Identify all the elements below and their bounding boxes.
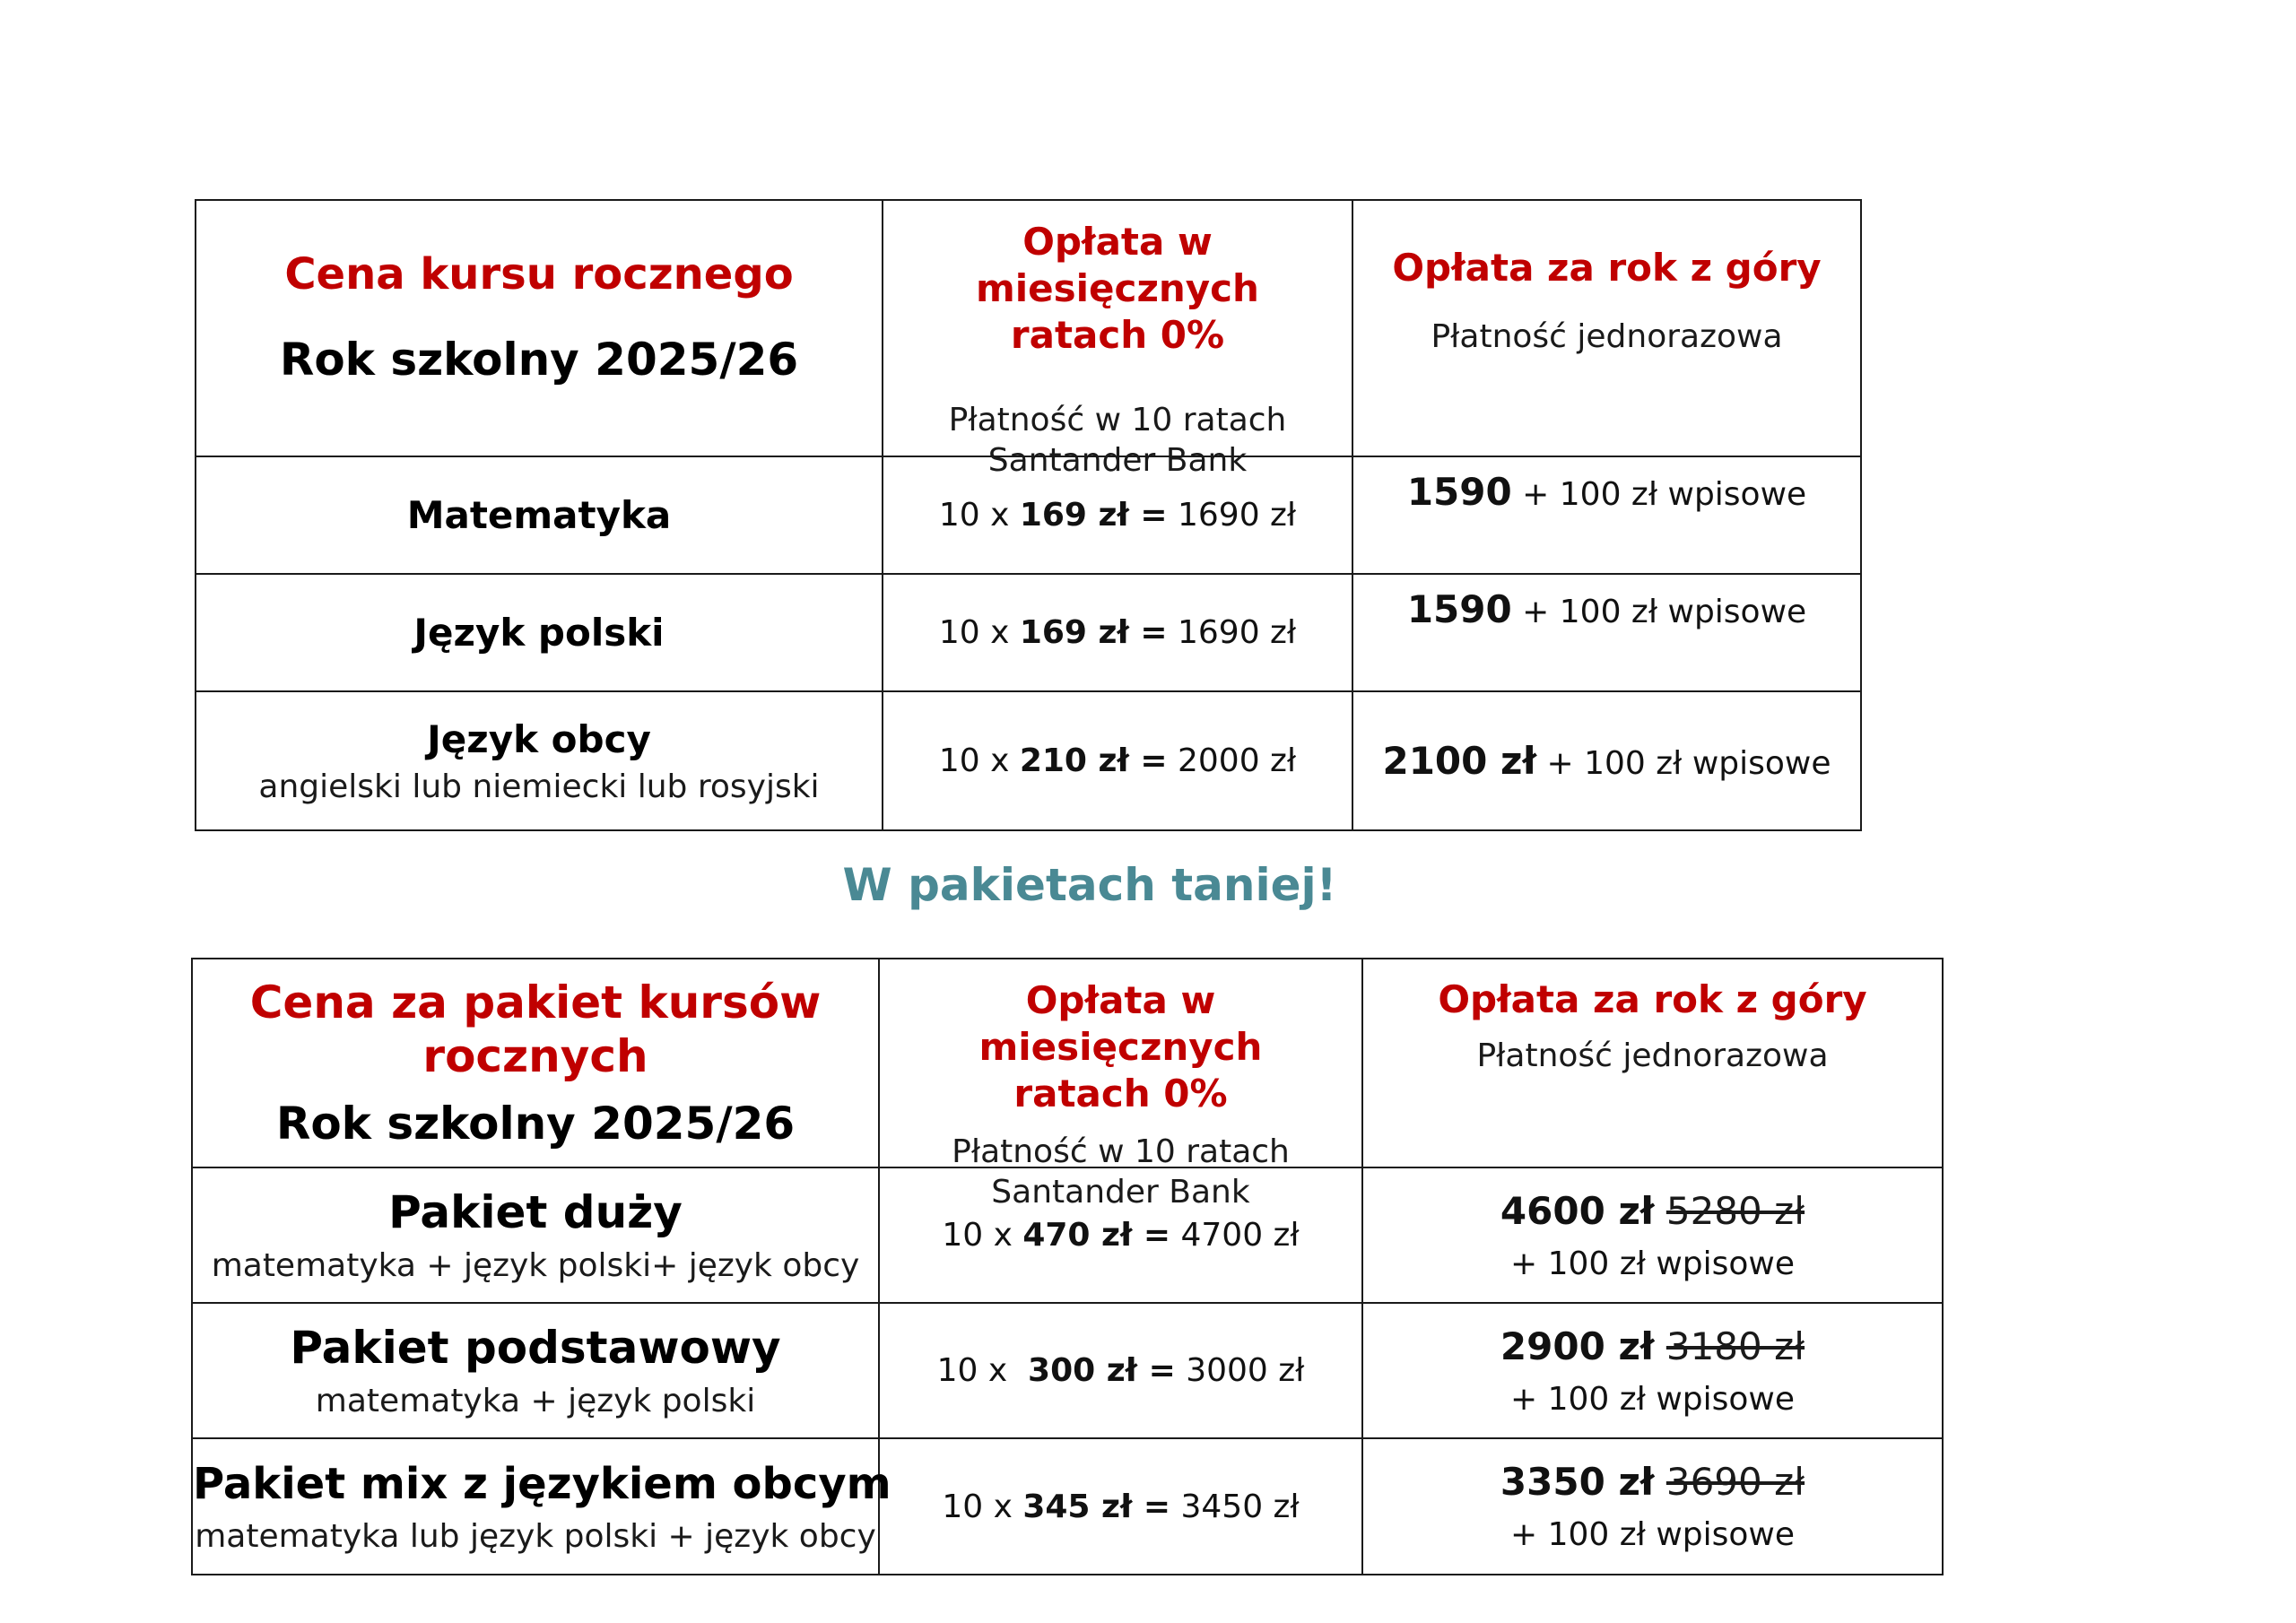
course-name: Matematyka xyxy=(406,493,672,537)
upfront-price: 1590 + 100 zł wpisowe xyxy=(1406,470,1807,514)
old-price: 3690 zł xyxy=(1665,1460,1805,1504)
table-row xyxy=(196,691,1861,830)
table-row xyxy=(192,1303,1943,1438)
package-price: 3350 zł 3690 zł xyxy=(1500,1460,1805,1504)
package-name-cell xyxy=(192,1167,879,1303)
table-header-row xyxy=(196,200,1861,456)
upfront-cell xyxy=(1362,1167,1943,1303)
registration-fee: + 100 zł wpisowe xyxy=(1509,1380,1795,1418)
header-note: Płatność w 10 ratach Santander Bank xyxy=(952,1133,1290,1211)
registration-fee: + 100 zł wpisowe xyxy=(1509,1245,1795,1282)
course-name-cell xyxy=(196,691,883,830)
header-title: Opłata za rok z góry xyxy=(1438,977,1867,1021)
course-price-table xyxy=(195,199,1862,831)
installment-cell xyxy=(879,1438,1362,1575)
package-name-cell xyxy=(192,1303,879,1438)
package-price-table xyxy=(191,958,1944,1575)
installment-cell xyxy=(879,1303,1362,1438)
header-title: Cena kursu rocznego xyxy=(284,249,794,299)
package-price: 2900 zł 3180 zł xyxy=(1500,1324,1805,1368)
header-title: Cena za pakiet kursów rocznych xyxy=(249,976,822,1082)
course-detail: angielski lub niemiecki lub rosyjski xyxy=(258,768,820,805)
school-year: Rok szkolny 2025/26 xyxy=(279,334,799,386)
package-detail: matematyka lub język polski + język obcy xyxy=(195,1517,876,1555)
header-title: Opłata w miesięcznych ratach 0% xyxy=(976,220,1259,357)
old-price: 5280 zł xyxy=(1665,1188,1805,1233)
package-name-cell xyxy=(192,1438,891,1575)
table-header-row xyxy=(192,959,1943,1167)
upfront-price: 2100 zł + 100 zł wpisowe xyxy=(1382,739,1831,783)
installment-plan: 10 x 169 zł = 1690 zł xyxy=(938,497,1297,534)
package-detail: matematyka + język polski+ język obcy xyxy=(211,1247,860,1284)
header-title: Opłata za rok z góry xyxy=(1392,246,1822,290)
table-row xyxy=(192,1438,1943,1575)
old-price: 3180 zł xyxy=(1665,1324,1805,1368)
header-cell-package xyxy=(192,959,879,1167)
package-price: 4600 zł 5280 zł xyxy=(1500,1188,1805,1233)
installment-plan: 10 x 169 zł = 1690 zł xyxy=(938,614,1297,651)
installment-plan: 10 x 210 zł = 2000 zł xyxy=(938,742,1297,779)
header-cell-course xyxy=(196,200,883,456)
upfront-cell xyxy=(1352,456,1861,574)
header-cell-upfront xyxy=(1362,959,1943,1167)
upfront-cell xyxy=(1352,691,1861,830)
upfront-cell xyxy=(1362,1438,1943,1575)
upfront-cell xyxy=(1362,1303,1943,1438)
package-detail: matematyka + język polski xyxy=(315,1383,756,1419)
header-note: Płatność jednorazowa xyxy=(1431,318,1783,355)
installment-cell xyxy=(883,691,1352,830)
installment-cell xyxy=(883,574,1352,691)
registration-fee: + 100 zł wpisowe xyxy=(1509,1516,1795,1553)
course-name: Język obcy xyxy=(427,716,651,761)
header-title: Opłata w miesięcznych ratach 0% xyxy=(978,978,1263,1115)
package-name: Pakiet duży xyxy=(388,1186,683,1238)
header-note: Płatność jednorazowa xyxy=(1476,1037,1829,1074)
installment-plan: 10 x 345 zł = 3450 zł xyxy=(942,1488,1300,1525)
package-name: Pakiet podstawowy xyxy=(290,1322,781,1374)
upfront-price: 1590 + 100 zł wpisowe xyxy=(1406,587,1807,631)
table-row xyxy=(196,574,1861,691)
packages-heading: W pakietach taniej! xyxy=(842,859,1337,911)
course-name-cell xyxy=(196,574,883,691)
installment-plan: 10 x 470 zł = 4700 zł xyxy=(942,1217,1300,1254)
header-cell-installments xyxy=(879,959,1362,1211)
header-cell-upfront xyxy=(1352,200,1861,456)
package-name: Pakiet mix z językiem obcym xyxy=(193,1458,891,1509)
school-year: Rok szkolny 2025/26 xyxy=(275,1098,796,1150)
upfront-cell xyxy=(1352,574,1861,691)
course-name: Język polski xyxy=(413,611,665,655)
header-cell-installments xyxy=(883,200,1352,479)
installment-plan: 10 x 300 zł = 3000 zł xyxy=(936,1352,1305,1389)
header-note: Płatność w 10 ratach Santander Bank xyxy=(948,402,1287,479)
course-name-cell xyxy=(196,456,883,574)
